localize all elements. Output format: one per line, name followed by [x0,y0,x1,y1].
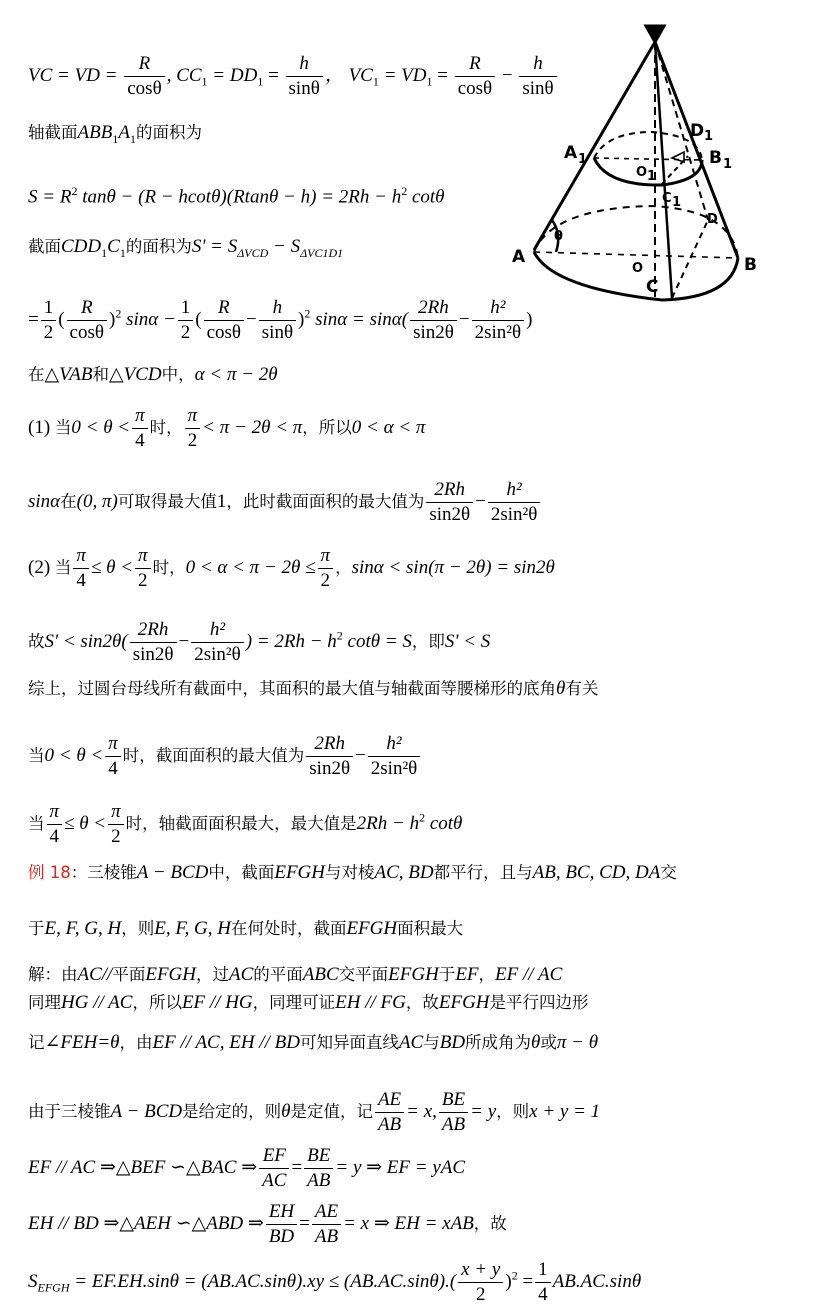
line-4: 截面$CDD_1C_1$的面积为$S' = S_{\Delta VCD} - S_{\Delta VC1D1}$ [28,236,344,260]
base-ellipse-front [534,252,738,300]
label-c1: C [662,191,672,206]
line-15: 于E, F, G, H，则E, F, G, H在何处时，截面EFGH面积最大 [28,918,464,939]
label-theta: θ [554,229,563,244]
label-d1: D [690,121,705,141]
chord-cd [672,220,708,298]
label-a: A [512,247,526,267]
label-o1-sub: 1 [647,169,657,184]
line-9: (2) 当 $\frac{\pi}{4}$ ≤ θ < $\frac{\pi}{2}$ 时，0 < α < π − 2θ ≤ $\frac{\pi}{2}$ ，sinα < sin(π − 2θ) = sin2θ [28,545,555,591]
line-17: 同理HG // AC，所以EF // HG，同理可证EH // FG，故EFGH是平行四边形 [28,992,589,1013]
label-b1-sub: 1 [723,157,733,172]
line-22: $S_{EFGH} = EF.EH.\sin\theta = (AB.AC.\sin\theta).xy \le (AB.AC.\sin\theta)$.( $\frac{x + y}{2}$ )$^2$ = $\frac{1}{4}$ AB.AC.sinθ [28,1259,642,1305]
line-5: = $\frac{1}{2}$ ( $\frac{R}{\cos\theta}$ )$^2$ sinα − $\frac{1}{2}$ ( $\frac{R}{\cos\theta}$ − $\frac{h}{\sin\theta}$ )$^2$ sinα = sinα( $\frac{2Rh}{\sin 2\theta}$ − $\frac{\text{h²}}{\text{2sin²θ}}$ ) [28,297,533,343]
line-10: 故S' < sin2θ( $\frac{2Rh}{\sin 2\theta}$ − $\frac{\text{h²}}{\text{2sin²θ}}$ ) = $2Rh - h^2$ cotθ = S，即S' < S [28,619,491,665]
line-8: sinα在(0, π)可取得最大值1，此时截面面积的最大值为 $\frac{2Rh}{\sin 2\theta}$ − $\frac{\text{h²}}{\text{2sin²θ}}$ [28,478,542,527]
line-11: 综上，过圆台母线所有截面中，其面积的最大值与轴截面等腰梯形的底角θ有关 [28,678,599,699]
label-d: D [707,212,718,227]
label-o: O [632,261,644,276]
line-6: 在△VAB和△VCD中，α < π − 2θ [28,364,278,385]
label-o1: O [636,165,648,180]
top-triangle [672,152,684,162]
label-c1-sub: 1 [672,195,682,210]
line-3: $S = R^2$ $\tan\theta - (R - hcot\theta)(Rtan\theta - h) = 2Rh - h^2$ cotθ [28,184,445,208]
line-14-example-18: 例 18：三棱锥A − BCD中，截面EFGH与对棱AC, BD都平行，且与AB, BC, CD, DA交 [28,862,677,883]
line-12: 当0 < θ < $\frac{\pi}{4}$ 时，截面面积的最大值为 $\frac{2Rh}{\sin 2\theta}$ − $\frac{\text{h²}}{\text{2sin²θ}}$ [28,732,422,781]
line-2: 轴截面$ABB_1A_1$的面积为 [28,122,202,146]
label-b1: B [709,148,722,168]
label-d1-sub: 1 [704,129,714,144]
line-1: VC = VD = $\frac{R}{\cos\theta}$ , $CC_1 = DD_1$ = $\frac{h}{\sin\theta}$ ， $VC_1 = VD_1$ = $\frac{R}{\cos\theta}$ − $\frac{h}{\sin\theta}$ [28,52,559,101]
example-label: 例 18 [28,863,71,882]
line-20: EF // AC ⇒△BEF ∽△BAC ⇒ $\frac{EF}{AC}$ = $\frac{BE}{AB}$ = y ⇒ EF = yAC [28,1145,466,1191]
line-19: 由于三棱锥A − BCD是给定的，则θ是定值，记 $\frac{AE}{AB}$ = x, $\frac{BE}{AB}$ = y，则x + y = 1 [28,1089,601,1135]
line-21: EH // BD ⇒△AEH ∽△ABD ⇒ $\frac{EH}{BD}$ = $\frac{AE}{AB}$ = x ⇒ EH = xAB，故 [28,1201,507,1247]
line-13: 当 $\frac{\pi}{4}$ ≤ θ < $\frac{\pi}{2}$ 时，轴截面面积最大，最大值是$2Rh - h^2$ cotθ [28,801,463,847]
label-c: C [646,277,659,297]
line-18: 记∠FEH=θ，由EF // AC, EH // BD可知异面直线AC与BD所成角为θ或π − θ [28,1032,599,1053]
label-a1-sub: 1 [578,152,588,167]
line-7: (1) 当0 < θ < $\frac{\pi}{4}$ 时， $\frac{\pi}{2}$ < π − 2θ < π，所以0 < α < π [28,405,426,451]
apex-mark [646,26,664,42]
radius-top [594,158,702,160]
radius-bottom [534,252,738,258]
line-16: 解：由AC//平面EFGH，过AC的平面ABC交平面EFGH于EF，EF // AC [28,964,563,985]
label-b: B [744,255,757,275]
label-a1: A [564,143,578,163]
